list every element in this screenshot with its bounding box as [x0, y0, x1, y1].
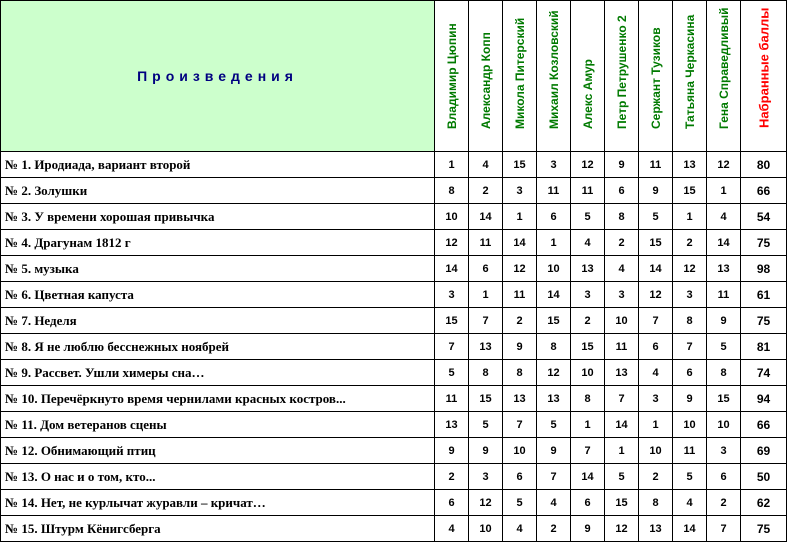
score-cell: 7 — [639, 308, 673, 334]
score-cell: 13 — [605, 360, 639, 386]
table-row — [1, 308, 787, 334]
table-row — [1, 516, 787, 542]
score-cell: 6 — [537, 204, 571, 230]
judge-header — [605, 1, 639, 152]
total-header-label: Набранные баллы — [756, 7, 771, 128]
score-cell: 3 — [435, 282, 469, 308]
work-title: № 12. Обнимающий птиц — [1, 438, 435, 464]
judge-name: Микола Питерский — [512, 17, 527, 129]
score-cell: 11 — [707, 282, 741, 308]
score-cell: 10 — [605, 308, 639, 334]
score-cell: 3 — [639, 386, 673, 412]
score-cell: 10 — [673, 412, 707, 438]
table-row — [1, 360, 787, 386]
judge-name: Владимир Цюпин — [444, 23, 459, 129]
score-cell: 11 — [571, 178, 605, 204]
score-cell: 4 — [537, 490, 571, 516]
score-cell: 1 — [469, 282, 503, 308]
table-row — [1, 490, 787, 516]
score-cell: 8 — [435, 178, 469, 204]
score-cell: 9 — [639, 178, 673, 204]
score-cell: 9 — [605, 152, 639, 178]
score-cell: 3 — [571, 282, 605, 308]
score-cell: 14 — [571, 464, 605, 490]
score-cell: 5 — [605, 464, 639, 490]
score-cell: 9 — [469, 438, 503, 464]
total-cell: 62 — [741, 490, 787, 516]
total-cell: 94 — [741, 386, 787, 412]
score-cell: 12 — [503, 256, 537, 282]
score-cell: 13 — [469, 334, 503, 360]
score-cell: 12 — [707, 152, 741, 178]
score-cell: 5 — [435, 360, 469, 386]
score-cell: 6 — [571, 490, 605, 516]
score-cell: 2 — [673, 230, 707, 256]
score-cell: 10 — [571, 360, 605, 386]
score-cell: 1 — [707, 178, 741, 204]
score-cell: 11 — [605, 334, 639, 360]
work-title: № 14. Нет, не курлычат журавли – кричат… — [1, 490, 435, 516]
judge-name: Петр Петрушенко 2 — [614, 15, 629, 129]
score-cell: 3 — [537, 152, 571, 178]
table-row — [1, 464, 787, 490]
total-cell: 98 — [741, 256, 787, 282]
score-cell: 5 — [469, 412, 503, 438]
score-cell: 5 — [639, 204, 673, 230]
total-cell: 66 — [741, 412, 787, 438]
total-cell: 75 — [741, 516, 787, 542]
score-cell: 9 — [571, 516, 605, 542]
score-cell: 8 — [537, 334, 571, 360]
score-cell: 11 — [639, 152, 673, 178]
score-cell: 7 — [673, 334, 707, 360]
score-cell: 3 — [673, 282, 707, 308]
score-cell: 8 — [707, 360, 741, 386]
score-cell: 6 — [639, 334, 673, 360]
score-cell: 8 — [639, 490, 673, 516]
score-cell: 14 — [707, 230, 741, 256]
total-column-header — [741, 1, 787, 152]
score-cell: 13 — [639, 516, 673, 542]
score-cell: 9 — [707, 308, 741, 334]
score-cell: 13 — [673, 152, 707, 178]
score-cell: 4 — [435, 516, 469, 542]
judge-header — [469, 1, 503, 152]
score-cell: 14 — [469, 204, 503, 230]
score-cell: 9 — [673, 386, 707, 412]
score-cell: 8 — [571, 386, 605, 412]
score-cell: 13 — [707, 256, 741, 282]
score-cell: 10 — [503, 438, 537, 464]
score-cell: 14 — [503, 230, 537, 256]
score-cell: 12 — [605, 516, 639, 542]
judge-header — [503, 1, 537, 152]
table-row — [1, 256, 787, 282]
score-cell: 6 — [503, 464, 537, 490]
score-cell: 10 — [537, 256, 571, 282]
score-cell: 11 — [537, 178, 571, 204]
total-cell: 75 — [741, 308, 787, 334]
score-cell: 5 — [673, 464, 707, 490]
work-title: № 3. У времени хорошая привычка — [1, 204, 435, 230]
total-cell: 81 — [741, 334, 787, 360]
table-row — [1, 230, 787, 256]
score-cell: 6 — [673, 360, 707, 386]
score-cell: 12 — [673, 256, 707, 282]
score-cell: 11 — [469, 230, 503, 256]
score-cell: 5 — [503, 490, 537, 516]
score-cell: 2 — [605, 230, 639, 256]
work-title: № 10. Перечёркнуто время чернилами красных костров... — [1, 386, 435, 412]
score-cell: 12 — [469, 490, 503, 516]
score-cell: 12 — [537, 360, 571, 386]
score-cell: 3 — [503, 178, 537, 204]
score-cell: 15 — [605, 490, 639, 516]
score-cell: 5 — [707, 334, 741, 360]
score-cell: 14 — [435, 256, 469, 282]
score-cell: 12 — [571, 152, 605, 178]
total-cell: 61 — [741, 282, 787, 308]
score-cell: 1 — [537, 230, 571, 256]
judge-name: Татьяна Черкасина — [682, 14, 697, 129]
score-cell: 15 — [571, 334, 605, 360]
work-title: № 9. Рассвет. Ушли химеры сна… — [1, 360, 435, 386]
judge-header — [639, 1, 673, 152]
score-cell: 13 — [537, 386, 571, 412]
score-cell: 15 — [503, 152, 537, 178]
score-cell: 15 — [639, 230, 673, 256]
score-cell: 13 — [503, 386, 537, 412]
score-cell: 6 — [605, 178, 639, 204]
judge-header — [707, 1, 741, 152]
score-cell: 1 — [605, 438, 639, 464]
score-cell: 2 — [571, 308, 605, 334]
score-cell: 7 — [435, 334, 469, 360]
judge-name: Алекс Амур — [580, 59, 595, 129]
score-cell: 10 — [469, 516, 503, 542]
table-row — [1, 282, 787, 308]
work-title: № 1. Иродиада, вариант второй — [1, 152, 435, 178]
score-cell: 5 — [571, 204, 605, 230]
score-cell: 10 — [435, 204, 469, 230]
score-cell: 4 — [673, 490, 707, 516]
score-cell: 12 — [435, 230, 469, 256]
total-cell: 75 — [741, 230, 787, 256]
score-cell: 8 — [503, 360, 537, 386]
score-cell: 2 — [435, 464, 469, 490]
judge-header — [571, 1, 605, 152]
score-cell: 12 — [639, 282, 673, 308]
score-cell: 14 — [605, 412, 639, 438]
judge-name: Гена Справедливый — [716, 7, 731, 129]
score-cell: 8 — [673, 308, 707, 334]
table-row — [1, 334, 787, 360]
score-cell: 14 — [639, 256, 673, 282]
judge-name: Александр Копп — [478, 32, 493, 129]
score-cell: 7 — [537, 464, 571, 490]
work-title: № 2. Золушки — [1, 178, 435, 204]
total-cell: 66 — [741, 178, 787, 204]
score-cell: 2 — [707, 490, 741, 516]
judge-name: Михаил Козловский — [546, 10, 561, 129]
score-cell: 13 — [435, 412, 469, 438]
score-cell: 1 — [673, 204, 707, 230]
score-cell: 1 — [503, 204, 537, 230]
score-cell: 9 — [435, 438, 469, 464]
score-cell: 4 — [503, 516, 537, 542]
works-column-header: Произведения — [1, 1, 435, 152]
work-title: № 6. Цветная капуста — [1, 282, 435, 308]
score-cell: 15 — [707, 386, 741, 412]
total-cell: 54 — [741, 204, 787, 230]
score-cell: 13 — [571, 256, 605, 282]
score-cell: 9 — [537, 438, 571, 464]
score-cell: 11 — [435, 386, 469, 412]
score-cell: 4 — [605, 256, 639, 282]
score-cell: 15 — [435, 308, 469, 334]
header-row — [1, 1, 787, 152]
score-cell: 6 — [707, 464, 741, 490]
judge-header — [673, 1, 707, 152]
total-cell: 69 — [741, 438, 787, 464]
table-row — [1, 152, 787, 178]
work-title: № 15. Штурм Кёнигсберга — [1, 516, 435, 542]
score-cell: 4 — [707, 204, 741, 230]
judge-header — [435, 1, 469, 152]
judge-header — [537, 1, 571, 152]
work-title: № 8. Я не люблю бесснежных ноябрей — [1, 334, 435, 360]
judge-name: Сержант Тузиков — [648, 27, 663, 129]
score-cell: 2 — [537, 516, 571, 542]
score-cell: 7 — [707, 516, 741, 542]
score-cell: 3 — [605, 282, 639, 308]
score-cell: 4 — [571, 230, 605, 256]
score-cell: 15 — [469, 386, 503, 412]
score-cell: 8 — [469, 360, 503, 386]
score-cell: 7 — [503, 412, 537, 438]
total-cell: 50 — [741, 464, 787, 490]
work-title: № 4. Драгунам 1812 г — [1, 230, 435, 256]
score-cell: 8 — [605, 204, 639, 230]
table-row — [1, 438, 787, 464]
score-cell: 6 — [469, 256, 503, 282]
score-cell: 1 — [639, 412, 673, 438]
work-title: № 13. О нас и о том, кто... — [1, 464, 435, 490]
score-cell: 15 — [537, 308, 571, 334]
score-cell: 6 — [435, 490, 469, 516]
score-cell: 14 — [537, 282, 571, 308]
table-row — [1, 178, 787, 204]
total-cell: 80 — [741, 152, 787, 178]
table-row — [1, 412, 787, 438]
work-title: № 11. Дом ветеранов сцены — [1, 412, 435, 438]
score-cell: 10 — [707, 412, 741, 438]
score-cell: 11 — [673, 438, 707, 464]
score-cell: 5 — [537, 412, 571, 438]
score-cell: 1 — [571, 412, 605, 438]
table-row — [1, 386, 787, 412]
score-cell: 15 — [673, 178, 707, 204]
score-cell: 10 — [639, 438, 673, 464]
score-cell: 7 — [469, 308, 503, 334]
score-cell: 3 — [469, 464, 503, 490]
work-title: № 7. Неделя — [1, 308, 435, 334]
score-cell: 9 — [503, 334, 537, 360]
score-cell: 7 — [605, 386, 639, 412]
score-cell: 4 — [469, 152, 503, 178]
score-cell: 11 — [503, 282, 537, 308]
table-row — [1, 204, 787, 230]
score-cell: 2 — [469, 178, 503, 204]
score-cell: 3 — [707, 438, 741, 464]
score-cell: 4 — [639, 360, 673, 386]
score-cell: 7 — [571, 438, 605, 464]
score-cell: 2 — [503, 308, 537, 334]
score-cell: 1 — [435, 152, 469, 178]
score-cell: 14 — [673, 516, 707, 542]
work-title: № 5. музыка — [1, 256, 435, 282]
score-cell: 2 — [639, 464, 673, 490]
total-cell: 74 — [741, 360, 787, 386]
